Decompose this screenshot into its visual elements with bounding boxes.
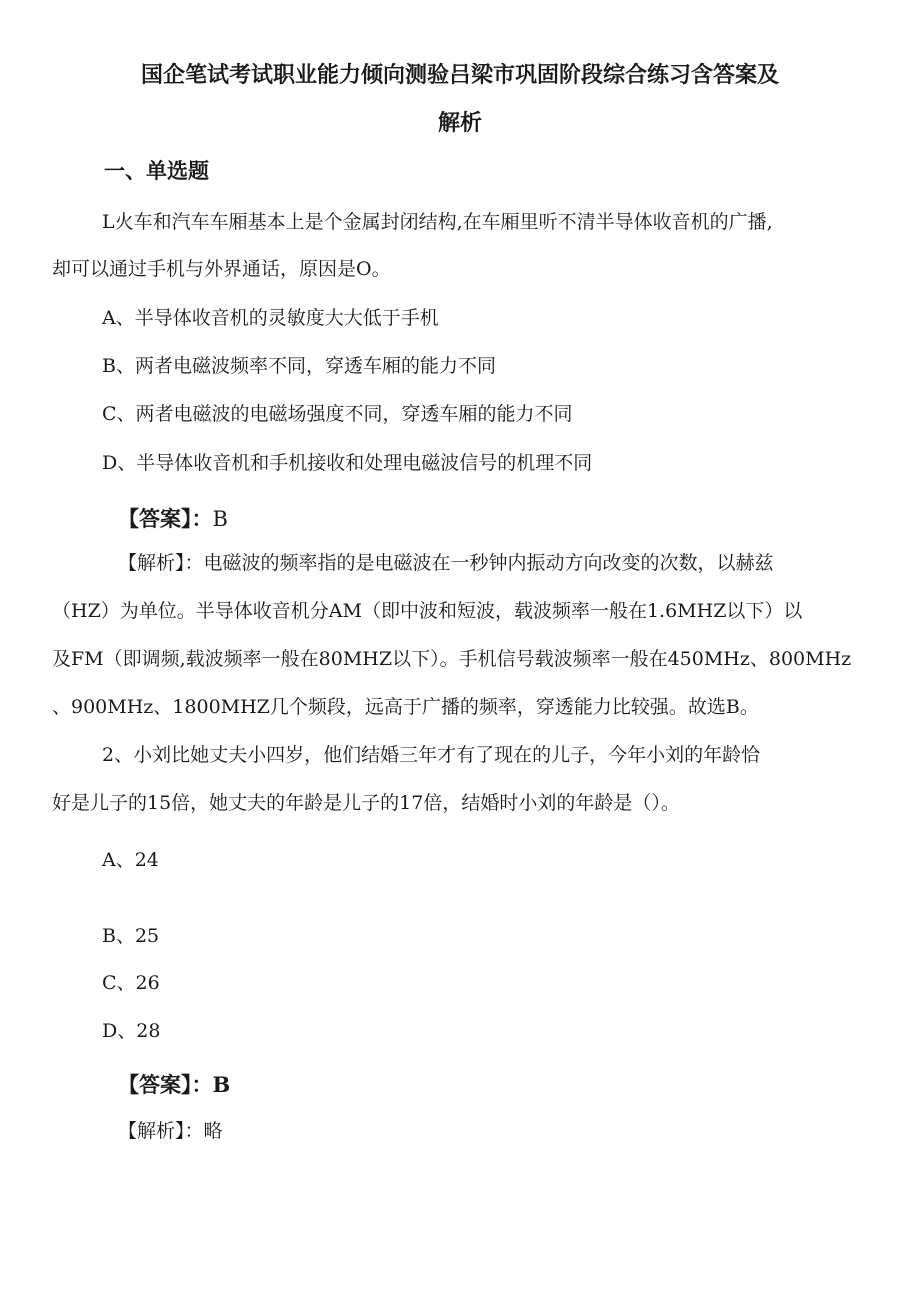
question-2-option-d: D、28 (102, 1020, 161, 1042)
question-2-option-a: A、24 (102, 849, 159, 871)
question-1-explanation-line-3: 及FM（即调频,载波频率一般在80MHZ以下）。手机信号载波频率一般在450MHz、800MHz (52, 648, 852, 670)
question-1-option-d: D、半导体收音机和手机接收和处理电磁波信号的机理不同 (102, 452, 593, 474)
answer-value: B (212, 1072, 231, 1097)
question-1-option-b: B、两者电磁波频率不同，穿透车厢的能力不同 (102, 355, 496, 377)
explanation-text: 电磁波的频率指的是电磁波在一秒钟内振动方向改变的次数，以赫兹 (203, 552, 774, 574)
question-1-option-a: A、半导体收音机的灵敏度大大低于手机 (102, 307, 439, 329)
answer-label: 【答案】： (118, 507, 213, 531)
question-2-stem-line-1: 2、小刘比她丈夫小四岁，他们结婚三年才有了现在的儿子，今年小刘的年龄恰 (102, 744, 761, 766)
question-2-option-c: C、26 (102, 972, 160, 994)
question-1-stem-line-1: L火车和汽车车厢基本上是个金属封闭结构,在车厢里听不清半导体收音机的广播, (102, 211, 773, 233)
answer-label: 【答案】： (118, 1073, 213, 1097)
question-1-explanation-line-1 (118, 551, 774, 575)
question-2-stem-line-2: 好是儿子的15倍，她丈夫的年龄是儿子的17倍，结婚时小刘的年龄是（）。 (52, 792, 680, 814)
question-2-option-b: B、25 (102, 925, 160, 947)
explanation-label: 【解析】： (118, 1120, 204, 1142)
question-1-option-c: C、两者电磁波的电磁场强度不同，穿透车厢的能力不同 (102, 403, 573, 425)
question-2-answer (118, 1069, 230, 1099)
question-1-answer (118, 503, 228, 533)
explanation-text: 略 (203, 1120, 223, 1142)
question-1-explanation-line-2: （HZ）为单位。半导体收音机分AM（即中波和短波，载波频率一般在1.6MHZ以下）以 (52, 600, 803, 622)
document-title-line-1: 国企笔试考试职业能力倾向测验吕梁市巩固阶段综合练习含答案及 (140, 63, 779, 88)
document-title-line-2: 解析 (437, 111, 482, 136)
explanation-label: 【解析】： (118, 552, 204, 574)
question-1-explanation-line-4: 、900MHz、1800MHZ几个频段，远高于广播的频率，穿透能力比较强。故选B。 (52, 696, 759, 718)
question-1-stem-line-2: 却可以通过手机与外界通话，原因是O。 (52, 258, 391, 280)
section-heading: 一、单选题 (104, 159, 209, 183)
answer-value: B (212, 507, 228, 531)
question-2-explanation (118, 1119, 223, 1143)
